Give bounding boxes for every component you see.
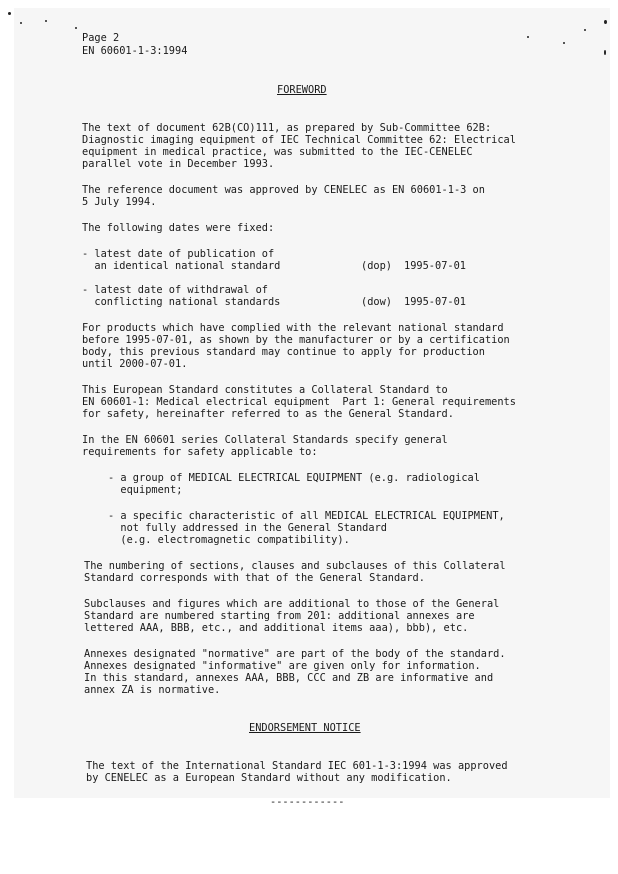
date-item-label: - latest date of publication of bbox=[82, 248, 275, 260]
scan-speck bbox=[604, 20, 607, 24]
scan-speck bbox=[563, 42, 565, 44]
bullet-line: (e.g. electromagnetic compatibility). bbox=[108, 534, 350, 546]
paragraph-line: annex ZA is normative. bbox=[84, 684, 221, 696]
document-id: EN 60601-1-3:1994 bbox=[82, 45, 188, 57]
date-item-abbr: (dow) bbox=[361, 296, 392, 308]
paragraph-line: For products which have complied with the relevant national standard bbox=[82, 322, 504, 334]
paragraph-line: by CENELEC as a European Standard without any modification. bbox=[86, 772, 452, 784]
scan-speck bbox=[20, 22, 22, 24]
paragraph-line: Standard corresponds with that of the General Standard. bbox=[84, 572, 425, 584]
paragraph-line: 5 July 1994. bbox=[82, 196, 157, 208]
paragraph-line: The text of the International Standard IEC 601-1-3:1994 was approved bbox=[86, 760, 508, 772]
page-number: Page 2 bbox=[82, 32, 120, 44]
bullet-line: - a specific characteristic of all MEDICAL ELECTRICAL EQUIPMENT, bbox=[108, 510, 505, 522]
date-item-label: an identical national standard bbox=[82, 260, 281, 272]
paragraph-line: EN 60601-1: Medical electrical equipment Part 1: General requirements bbox=[82, 396, 516, 408]
paragraph-line: requirements for safety applicable to: bbox=[82, 446, 318, 458]
paragraph-line: body, this previous standard may continue to apply for production bbox=[82, 346, 485, 358]
paragraph-line: The reference document was approved by CENELEC as EN 60601-1-3 on bbox=[82, 184, 485, 196]
paragraph-line: before 1995-07-01, as shown by the manufacturer or by a certification bbox=[82, 334, 510, 346]
paragraph-line: Diagnostic imaging equipment of IEC Technical Committee 62: Electrical bbox=[82, 134, 516, 146]
paragraph-line: In the EN 60601 series Collateral Standards specify general bbox=[82, 434, 448, 446]
paragraph-line: This European Standard constitutes a Collateral Standard to bbox=[82, 384, 448, 396]
paragraph-line: Standard are numbered starting from 201: additional annexes are bbox=[84, 610, 475, 622]
scan-speck bbox=[527, 36, 529, 38]
paragraph-line: Annexes designated "normative" are part of the body of the standard. bbox=[84, 648, 506, 660]
scan-speck bbox=[45, 20, 47, 22]
paragraph-line: The numbering of sections, clauses and subclauses of this Collateral bbox=[84, 560, 506, 572]
paragraph-line: In this standard, annexes AAA, BBB, CCC and ZB are informative and bbox=[84, 672, 494, 684]
date-item-abbr: (dop) bbox=[361, 260, 392, 272]
bullet-line: equipment; bbox=[108, 484, 183, 496]
paragraph-line: Annexes designated "informative" are given only for information. bbox=[84, 660, 481, 672]
paragraph-line: until 2000-07-01. bbox=[82, 358, 188, 370]
paragraph-line: lettered AAA, BBB, etc., and additional items aaa), bbb), etc. bbox=[84, 622, 469, 634]
paragraph-line: for safety, hereinafter referred to as the General Standard. bbox=[82, 408, 454, 420]
scan-speck bbox=[604, 50, 606, 55]
foreword-heading: FOREWORD bbox=[277, 84, 327, 96]
date-item-label: conflicting national standards bbox=[82, 296, 281, 308]
bullet-line: - a group of MEDICAL ELECTRICAL EQUIPMENT (e.g. radiological bbox=[108, 472, 480, 484]
paragraph-line: Subclauses and figures which are additional to those of the General bbox=[84, 598, 500, 610]
date-item-value: 1995-07-01 bbox=[404, 296, 466, 308]
scan-speck bbox=[75, 27, 77, 29]
end-rule: ------------ bbox=[270, 796, 345, 808]
endorsement-heading: ENDORSEMENT NOTICE bbox=[249, 722, 361, 734]
scan-speck bbox=[584, 29, 586, 31]
date-item-value: 1995-07-01 bbox=[404, 260, 466, 272]
paragraph-line: parallel vote in December 1993. bbox=[82, 158, 275, 170]
paragraph-line: The text of document 62B(CO)111, as prepared by Sub-Committee 62B: bbox=[82, 122, 492, 134]
bullet-line: not fully addressed in the General Standard bbox=[108, 522, 387, 534]
date-item-label: - latest date of withdrawal of bbox=[82, 284, 268, 296]
paragraph-line: equipment in medical practice, was submitted to the IEC-CENELEC bbox=[82, 146, 473, 158]
paragraph-line: The following dates were fixed: bbox=[82, 222, 275, 234]
scan-speck bbox=[8, 12, 11, 15]
